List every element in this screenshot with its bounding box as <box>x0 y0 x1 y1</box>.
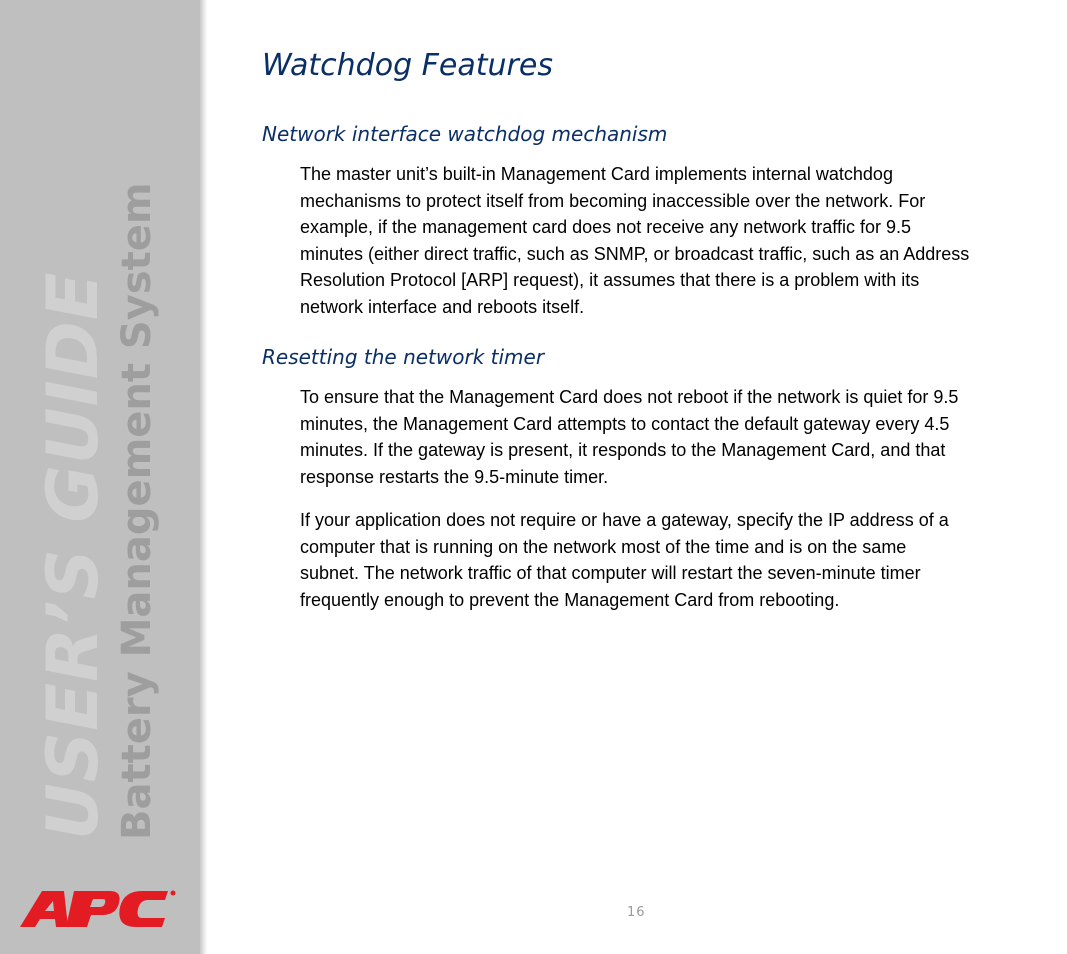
page-title: Watchdog Features <box>262 48 553 83</box>
page-number: 16 <box>627 905 646 920</box>
paragraph-resetting-timer: To ensure that the Management Card does not reboot if the network is quiet for 9.5 minutes, the Management Card attempts to contact the default gateway every 4.5 minutes. If the gateway is present, it responds to the Management Card, and that response restarts the 9.5-minute timer. <box>300 387 959 487</box>
paragraph-gateway-alternative: If your application does not require or have a gateway, specify the IP address of a computer that is running on the network most of the time and is on the same subnet. The network traffic of that computer will restart the seven-minute timer frequently enough to prevent the Management Card from rebooting. <box>300 510 949 610</box>
guide-subtitle: Battery Management System <box>114 182 160 840</box>
sidebar <box>0 0 200 954</box>
paragraph-watchdog-mechanism: The master unit’s built-in Management Card implements internal watchdog mechanisms to protect itself from becoming inaccessible over the network. For example, if the management card does not receive any network traffic for 9.5 minutes (either direct traffic, such as SNMP, or broadcast traffic, such as an Address Resolution Protocol [ARP] request), it assumes that there is a problem with its network interface and reboots itself. <box>300 164 970 317</box>
apc-logo-icon <box>18 885 178 933</box>
section-heading-watchdog-mechanism: Network interface watchdog mechanism <box>262 122 668 146</box>
guide-title: USER’S GUIDE <box>32 271 114 840</box>
sidebar-divider <box>200 0 208 954</box>
section-heading-resetting-timer: Resetting the network timer <box>262 345 545 369</box>
